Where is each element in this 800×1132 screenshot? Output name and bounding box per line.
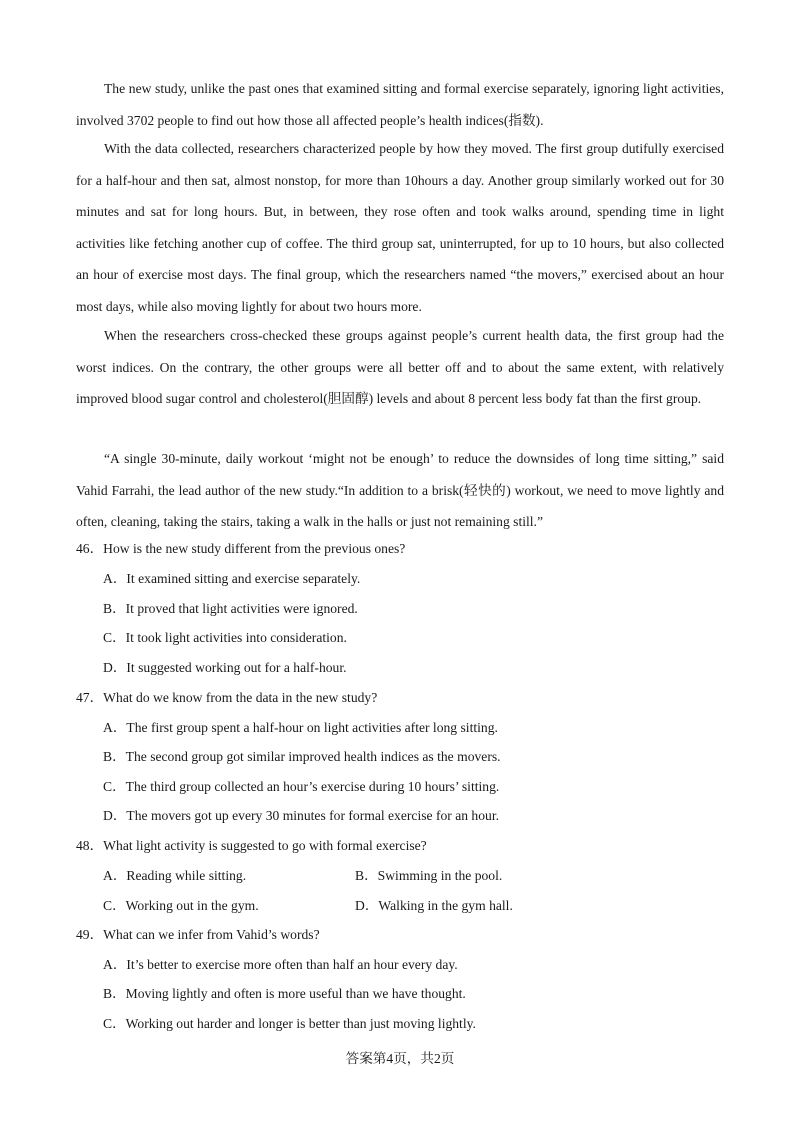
question-48-stem: 48．What light activity is suggested to go with formal exercise? xyxy=(76,838,427,853)
question-46-option-d: D．It suggested working out for a half-hour. xyxy=(103,660,347,675)
question-49-option-c: C．Working out harder and longer is better than just moving lightly. xyxy=(103,1016,476,1031)
question-47-option-d: D．The movers got up every 30 minutes for formal exercise for an hour. xyxy=(103,808,499,823)
question-47-stem: 47．What do we know from the data in the new study? xyxy=(76,690,378,705)
passage-paragraph-2: With the data collected, researchers characterized people by how they moved. The first group dutifully exercised for a half-hour and then sat, almost nonstop, for more than 10hours a day. Another group similarly worked out for 30 minutes and sat for long hours. But, in between, they rose often and took walks around, spending time in light activities like fetching another cup of coffee. The third group sat, uninterrupted, for up to 10 hours, but also collected an hour of exercise most days. The final group, which the researchers named “the movers,” exercised about an hour most days, while also moving lightly for about two hours more. xyxy=(76,141,724,314)
question-49-option-b: B．Moving lightly and often is more useful than we have thought. xyxy=(103,986,466,1001)
question-47-option-c: C．The third group collected an hour’s exercise during 10 hours’ sitting. xyxy=(103,779,500,794)
passage-paragraph-3: When the researchers cross-checked these groups against people’s current health data, the first group had the worst indices. On the contrary, the other groups were all better off and to about the same extent, with relatively improved blood sugar control and cholesterol(胆固醇) levels and about 8 percent less body fat than the first group. xyxy=(76,328,724,406)
question-47-option-a: A．The first group spent a half-hour on light activities after long sitting. xyxy=(103,720,498,735)
question-48-option-c: C．Working out in the gym. xyxy=(103,898,259,913)
page-footer: 答案第4页，共2页 xyxy=(345,1051,455,1066)
question-49-stem: 49．What can we infer from Vahid’s words? xyxy=(76,927,320,942)
passage-paragraph-1: The new study, unlike the past ones that examined sitting and formal exercise separately, ignoring light activities, involved 3702 people to find out how those all affected people’s health indices(指数). xyxy=(76,81,724,128)
question-46-option-b: B．It proved that light activities were ignored. xyxy=(103,601,358,616)
question-46-option-a: A．It examined sitting and exercise separately. xyxy=(103,571,361,586)
question-48-option-a: A．Reading while sitting. xyxy=(103,868,247,883)
passage-paragraph-4: “A single 30-minute, daily workout ‘might not be enough’ to reduce the downsides of long time sitting,” said Vahid Farrahi, the lead author of the new study.“In addition to a brisk(轻快的) workout, we need to move lightly and often, cleaning, taking the stairs, taking a walk in the halls or just not remaining still.” xyxy=(76,451,724,529)
question-46-option-c: C．It took light activities into consideration. xyxy=(103,630,347,645)
question-47-option-b: B．The second group got similar improved health indices as the movers. xyxy=(103,749,501,764)
question-48-option-d: D．Walking in the gym hall. xyxy=(355,898,513,913)
question-46-stem: 46．How is the new study different from the previous ones? xyxy=(76,541,406,556)
question-49-option-a: A．It’s better to exercise more often than half an hour every day. xyxy=(103,957,458,972)
question-48-option-b: B．Swimming in the pool. xyxy=(355,868,503,883)
